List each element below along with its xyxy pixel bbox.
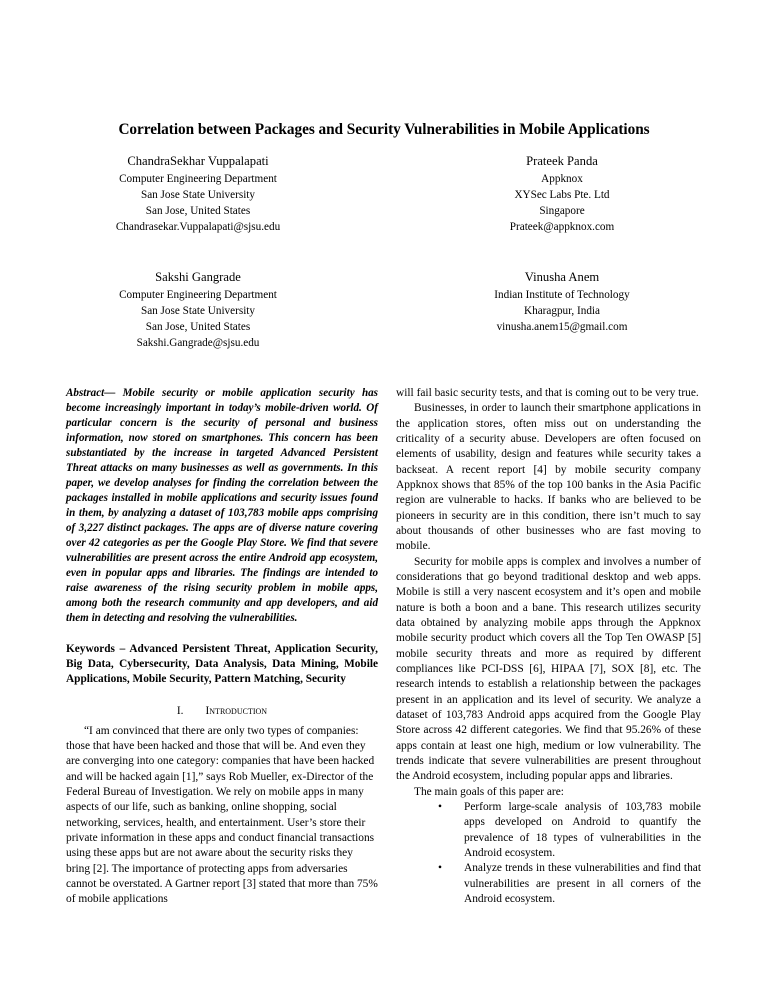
author-institution: Kharagpur, India — [524, 305, 600, 318]
author-email: Prateek@appknox.com — [509, 220, 615, 233]
section-title: Introduction — [205, 704, 268, 717]
author-block-4 — [384, 268, 712, 352]
author-email: Chandrasekar.Vuppalapati@sjsu.edu — [115, 220, 281, 233]
intro-paragraph-3: Businesses, in order to launch their smartphone applications in the application stores, often miss out on understanding the criticality of a security abuse. Developers are often focused on elements of usability, design and features while security takes a backseat. A recent report [4] by mobile security company Appknox shows that 85% of the top 100 banks in the Asia Pacific region are vulnerable to hacks. If banks who are believed to be pioneers in security are in this condition, there isn’t much to say about thousands of other businesses who are fast moving to mobile. — [396, 402, 701, 553]
author-affiliation: Computer Engineering Department — [119, 289, 277, 302]
keywords-text: Keywords – Advanced Persistent Threat, Application Security, Big Data, Cybersecurity, Data Analysis, Data Mining, Mobile Applications, Mobile Security, Pattern Matching, Security — [66, 642, 378, 686]
author-institution: San Jose State University — [140, 189, 256, 202]
author-name: Prateek Panda — [526, 154, 598, 168]
list-item-text: Analyze trends in these vulnerabilities and find that vulnerabilities are present in all corners of the Android ecosystem. — [464, 862, 701, 905]
goals-list — [396, 800, 701, 907]
author-row-2 — [56, 268, 712, 352]
intro-paragraph-2: will fail basic security tests, and that is coming out to be very true. — [396, 387, 699, 399]
author-affiliation: Appknox — [541, 173, 583, 186]
section-heading-introduction — [66, 705, 378, 717]
intro-paragraph-1: “I am convinced that there are only two types of companies: those that have been hacked and those that will be. And even they are converging into one category: companies that have been hacked and will be hacked again [1],” says Rob Mueller, ex-Director of the Federal Bureau of Investigation. We rely on mobile apps in many aspects of our life, such as banking, online shopping, social networking, services, health, and entertainment. User’s store their private information in these apps and conduct financial transactions using these apps but are not aware about the security risks they bring [2]. The importance of protecting apps from adversaries cannot be overstated. A Gartner report [3] stated that more than 75% of mobile applications — [66, 724, 378, 906]
column-right — [396, 386, 701, 907]
list-item-text: Perform large-scale analysis of 103,783 mobile apps developed on Android to quantify the prevalence of 18 types of vulnerabilities in the Android ecosystem. — [464, 800, 701, 859]
author-list — [56, 152, 712, 352]
author-block-1 — [56, 152, 384, 236]
list-item — [438, 800, 701, 861]
author-row-1 — [56, 152, 712, 236]
column-left — [66, 386, 378, 908]
author-affiliation: Indian Institute of Technology — [494, 289, 630, 302]
author-email: Sakshi.Gangrade@sjsu.edu — [136, 336, 260, 349]
author-block-3 — [56, 268, 384, 352]
author-block-2 — [384, 152, 712, 236]
page-title: Correlation between Packages and Security Vulnerabilities in Mobile Applications — [118, 121, 650, 139]
author-location: Singapore — [539, 205, 585, 218]
bullet-icon: • — [438, 862, 442, 875]
author-name: ChandraSekhar Vuppalapati — [127, 154, 269, 168]
author-institution: San Jose State University — [140, 305, 256, 318]
author-name: Vinusha Anem — [524, 269, 600, 284]
author-name: Sakshi Gangrade — [155, 269, 241, 284]
author-affiliation: Computer Engineering Department — [119, 173, 277, 186]
author-location: San Jose, United States — [145, 205, 251, 218]
author-email: vinusha.anem15@gmail.com — [496, 320, 628, 333]
abstract-text: Abstract— Mobile security or mobile application security has become increasingly important in today’s mobile-driven world. Of particular concern is the security of personal and business information, now stored on smartphones. This concern has been substantiated by the increase in targeted Advanced Persistent Threat attacks on many businesses as well as governments. In this paper, we develop analyses for finding the correlation between the packages installed in mobile applications and security issues found in them, by analyzing a dataset of 103,783 mobile apps comprising of 3,227 distinct packages. The apps are of diverse nature covering over 42 categories as per the Google Play Store. We find that severe vulnerabilities are present across the entire Android app ecosystem, even in popular apps and libraries. The findings are intended to raise awareness of the rising security problem in mobile apps, among both the research community and app developers, and aid them in detecting and resolving the vulnerabilities. — [66, 387, 378, 624]
section-number: I. — [176, 704, 184, 717]
bullet-icon: • — [438, 800, 442, 813]
author-location: San Jose, United States — [145, 320, 251, 333]
author-institution: XYSec Labs Pte. Ltd — [514, 189, 610, 202]
intro-paragraph-4: Security for mobile apps is complex and involves a number of considerations that go beyond traditional desktop and web apps. Mobile is still a very nascent ecosystem and it’s open and mobile nature is both a boon and a bane. This research utilizes security data obtained by analyzing mobile apps through the Appknox mobile security product which covers all the Top Ten OWASP [5] mobile security threats and more as required by different compliances like PCI-DSS [6], HIPAA [7], SOX [8], etc. The research intends to establish a relationship between the packages present in an application and its level of security. We analyze a dataset of 103,783 Android apps acquired from the Google Play Store across 42 different categories. We find that 95.26% of these apps contain at least one high, medium or low vulnerability. The trends indicate that severe vulnerabilities are present throughout the Android ecosystem, including popular apps and libraries. — [396, 555, 701, 783]
goals-lead-in: The main goals of this paper are: — [414, 785, 564, 798]
list-item — [438, 861, 701, 907]
